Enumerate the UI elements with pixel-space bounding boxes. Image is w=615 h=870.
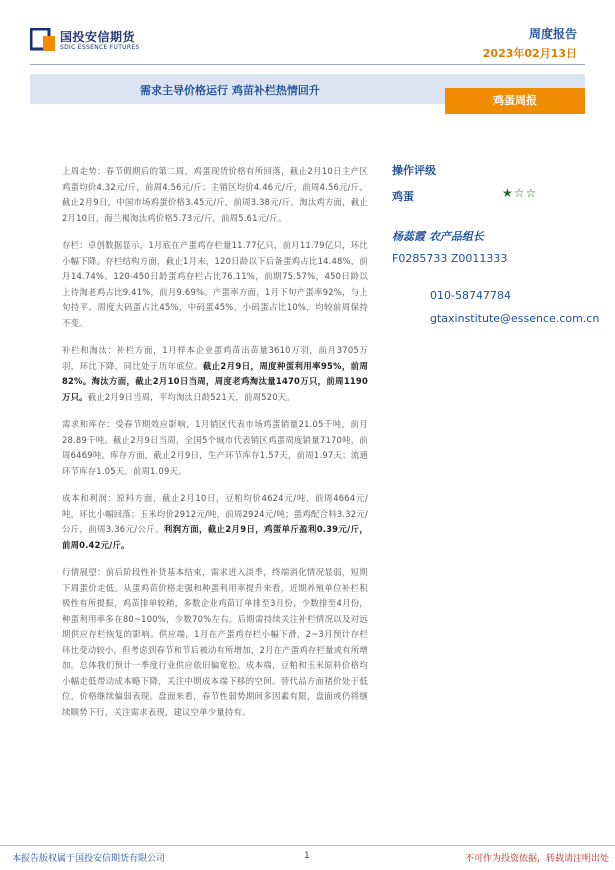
analyst-name: 杨蕊霞 农产品组长 [392,230,484,243]
rating-item: 鸡蛋 [392,190,414,203]
logo-mark-icon [30,28,56,52]
cost-text: 成本和利润：原料方面，截止2月10日，豆粕均价4624元/吨，前周4664元/吨，环比小幅回落；玉米均价2912元/吨，前周2924元/吨；蛋鸡配合料3.32元/公斤，前周3.36元/公斤。 [62,493,368,534]
profit-text-bold: 利润方面，截止2月9日，鸡蛋单斤盈利0.39元/斤，前周0.42元/斤。 [62,524,368,550]
restocking-paragraph [62,343,368,405]
footer-disclaimer: 不可作为投资依据，转载请注明出处 [464,854,609,864]
rating-row [392,188,612,208]
footer-divider [0,845,615,846]
sector-tag: 鸡蛋周报 [445,88,585,114]
report-type: 周度报告 [528,27,577,41]
page-number: 1 [304,851,310,861]
cost-profit-paragraph [62,491,368,553]
contact-email[interactable]: gtaxinstitute@essence.com.cn [430,312,600,325]
restocking-text-a: 补栏和淘汰：补栏方面，1月样本企业蛋鸡苗出苗量3610万羽，前月3705万羽，环比下降，同比处于历年底位。 [62,345,368,371]
analyst-certificates: F0285733 Z0011333 [392,252,508,265]
logo-name-en: SDIC ESSENCE FUTURES [60,44,140,51]
star-rating-icon: ★☆☆ [502,186,538,200]
weekly-trend-paragraph: 上周走势：春节假期后的第二周，鸡蛋现货价格有所回落，截止2月10日主产区鸡蛋均价4.32元/斤，前周4.56元/斤；主销区均价4.46元/斤，前周4.56元/斤。截止2月9日，中国市场鸡蛋价格3.45元/斤，前周3.38元/斤。淘汰鸡方面，截止2月10日，海兰褐淘汰鸡价格5.73元/斤，前周5.61元/斤。 [62,166,368,223]
outlook-paragraph: 行情展望：前后阶段性补货基本结束，需求进入淡季，终端消化情况显弱，短期下周蛋价走低。从蛋鸡苗价格走强和种蛋利用率提升来看，近期养殖单位补栏积极性有所提振，鸡苗排单较稍，多数企业鸡苗订单排至3月份，少数排至4月份，种蛋利用率多在80~100%，少数70%左右。后期需持续关注补栏情况以及对远期供应存栏恢复的影响。供应端，1月在产蛋鸡存栏小幅下滑，2~3月预计存栏环比变动较小，但考虑到春节和节后被动有所增加，2月在产蛋鸡存栏量或有所增加。总体我们预计一季度行业供应依旧偏宽松。成本端，豆粕和玉米原料价格均小幅走低带动成本略下降，关注中期成本端下移的空间。替代品方面猪价处于低位，价格继续偏弱表现。盘面来看，春节性弱势期间多因素有限，盘面或仍将继续顺势下行，关注需求表现，建议空单少量持有。 [62,567,368,717]
restocking-text-c: 截止2月9日当周，平均淘汰日龄521天，前周520天。 [87,391,295,402]
report-date: 2023年02月13日 [482,47,577,60]
header-divider [30,64,585,65]
company-logo [30,26,160,56]
restocking-text-bold: 截止2月9日，周度种蛋利用率95%，前周82%。淘汰方面，截止2月10日当周，周度老鸡淘汰量1470万只，前周1190万只。 [62,360,369,402]
report-title: 需求主导价格运行 鸡苗补栏热情回升 [140,84,320,97]
inventory-paragraph: 存栏：卓创数据显示，1月底在产蛋鸡存栏量11.77亿只，前月11.79亿只，环比小幅下降。存栏结构方面，截止1月末，120日龄以下后备蛋鸡占比14.48%，前月14.74%。120-450日龄蛋鸡存栏占比76.11%，前期75.57%，450日龄以上待淘老鸡占比9.41%，前月9.69%。产蛋率方面，1月下旬产蛋率92%，与上旬持平。周度大码蛋占比45%，中码蛋45%，小码蛋占比10%，均较前周保持不变。 [62,240,368,328]
demand-paragraph: 需求和库存：受春节期效应影响，1月销区代表市场鸡蛋销量21.05千吨，前月28.89千吨。截止2月9日当周，全国5个城市代表销区鸡蛋周度销量7170吨，前周6469吨。库存方面，截止2月9日，生产环节库存1.57天，前周1.97天；流通环节库存1.05天，前周1.09天。 [62,419,368,476]
rating-heading: 操作评级 [392,164,436,177]
footer-copyright: 本报告版权属于国投安信期货有限公司 [12,854,166,864]
contact-phone: 010-58747784 [430,289,511,302]
report-body [62,164,368,732]
title-band [30,74,585,107]
logo-name-cn: 国投安信期货 [60,30,136,44]
sidebar [392,162,612,325]
